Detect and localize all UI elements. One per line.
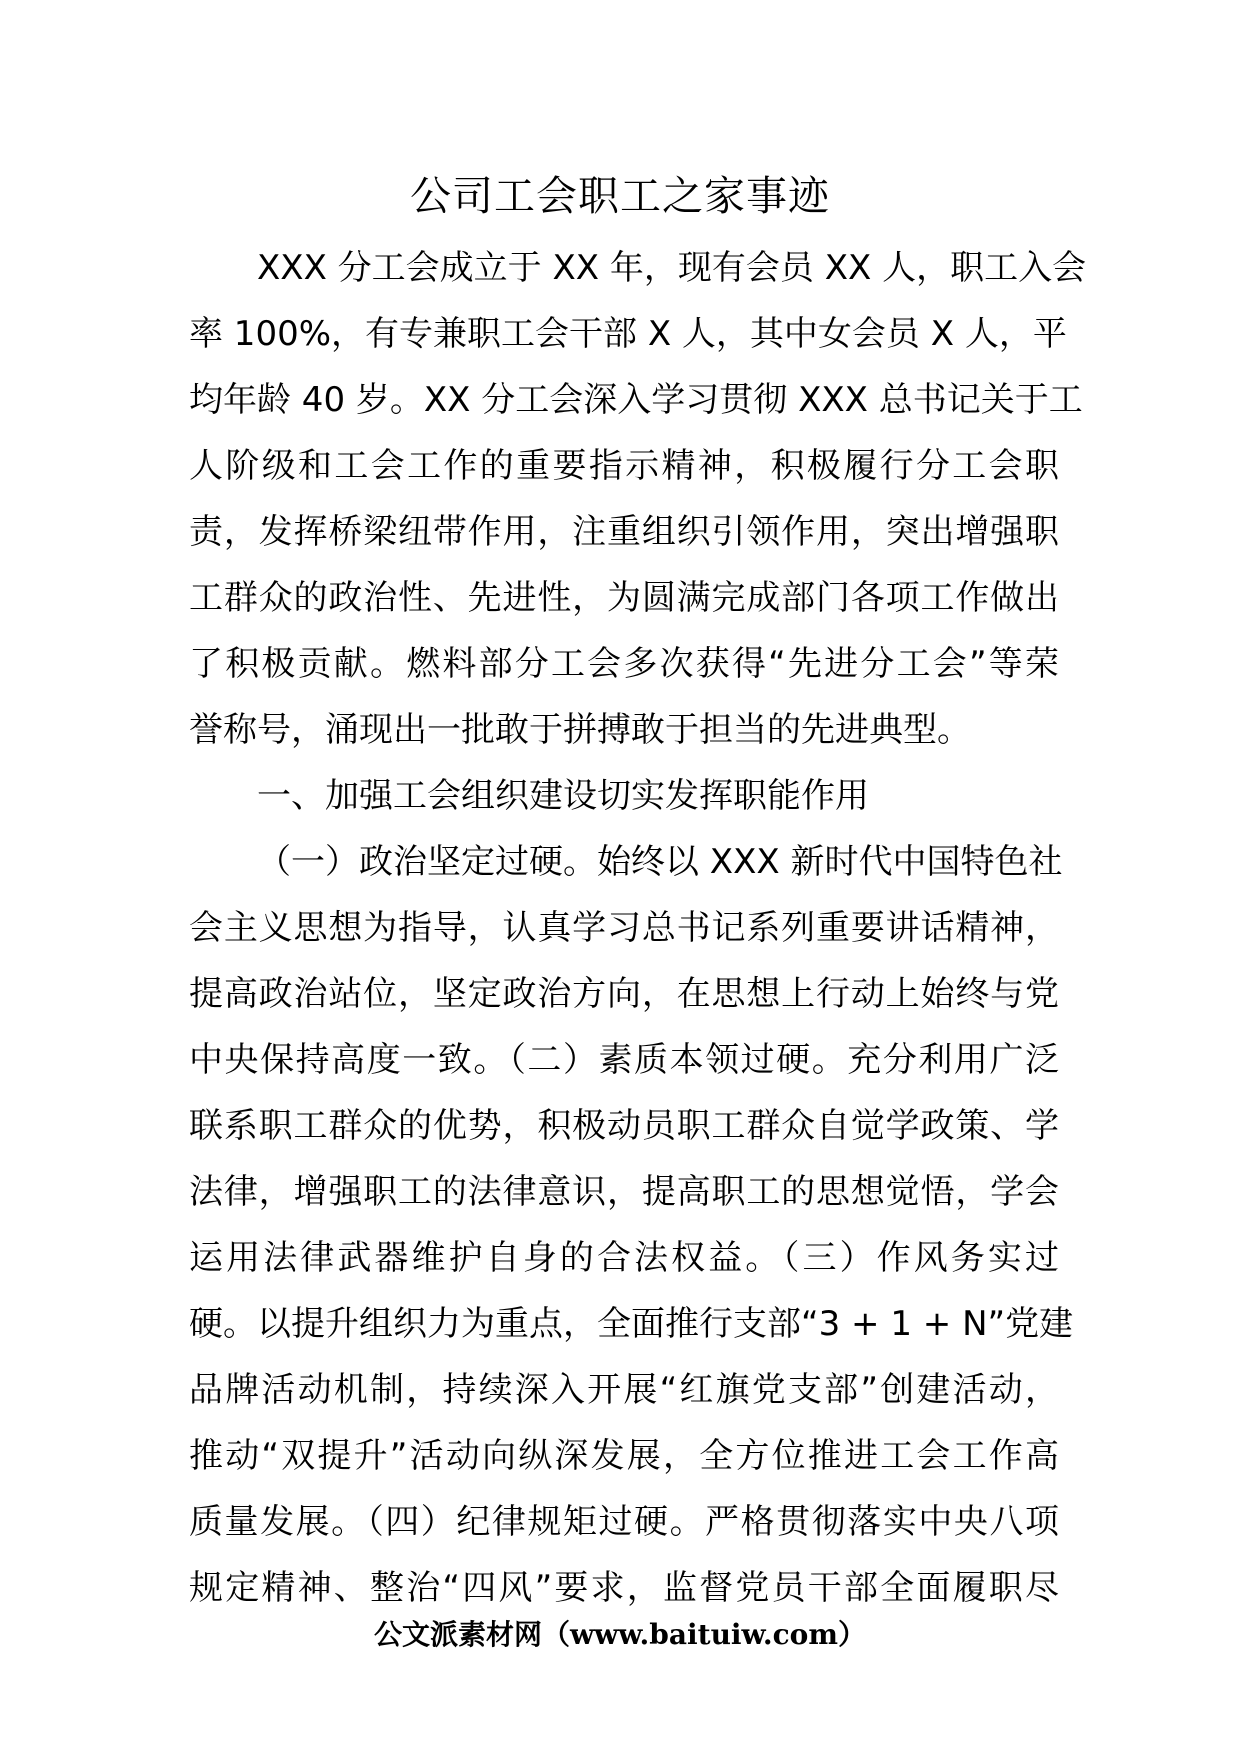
text-line: 率 100%，有专兼职工会干部 X 人，其中女会员 X 人，平 xyxy=(189,314,1067,354)
text-line: XXX 分工会成立于 XX 年，现有会员 XX 人，职工入会 xyxy=(257,248,1087,288)
text-line: 运用法律武器维护自身的合法权益。（三）作风务实过 xyxy=(189,1238,1059,1278)
text-line: 人阶级和工会工作的重要指示精神，积极履行分工会职 xyxy=(189,446,1059,486)
text-line: 责，发挥桥梁纽带作用，注重组织引领作用，突出增强职 xyxy=(189,512,1059,552)
text-line: 中央保持高度一致。（二）素质本领过硬。充分利用广泛 xyxy=(189,1040,1059,1080)
text-line: 推动“双提升”活动向纵深发展，全方位推进工会工作高 xyxy=(189,1436,1059,1476)
text-line: 工群众的政治性、先进性，为圆满完成部门各项工作做出 xyxy=(189,578,1059,618)
text-line: 规定精神、整治“四风”要求，监督党员干部全面履职尽 xyxy=(189,1568,1059,1608)
section-heading xyxy=(189,763,1059,829)
text-line: 了积极贡献。燃料部分工会多次获得“先进分工会”等荣 xyxy=(189,644,1059,684)
text-line: 品牌活动机制，持续深入开展“红旗党支部”创建活动， xyxy=(189,1370,1059,1410)
text-line: 均年龄 40 岁。XX 分工会深入学习贯彻 XXX 总书记关于工 xyxy=(189,380,1083,420)
text-line: （一）政治坚定过硬。始终以 XXX 新时代中国特色社 xyxy=(257,842,1063,882)
document-body xyxy=(189,235,1087,1621)
paragraph-section-one xyxy=(189,829,1074,1621)
heading-line: 一、加强工会组织建设切实发挥职能作用 xyxy=(257,776,869,816)
text-line: 会主义思想为指导，认真学习总书记系列重要讲话精神， xyxy=(189,908,1059,948)
text-line: 质量发展。（四）纪律规矩过硬。严格贯彻落实中央八项 xyxy=(189,1502,1059,1542)
document-title: 公司工会职工之家事迹 xyxy=(410,172,830,220)
text-line: 联系职工群众的优势，积极动员职工群众自觉学政策、学 xyxy=(189,1106,1059,1146)
paragraph-intro xyxy=(189,235,1087,763)
text-line: 誉称号，涌现出一批敢于拼搏敢于担当的先进典型。 xyxy=(189,710,971,750)
text-line: 提高政治站位，坚定政治方向，在思想上行动上始终与党 xyxy=(189,974,1059,1014)
text-line: 法律，增强职工的法律意识，提高职工的思想觉悟，学会 xyxy=(189,1172,1059,1212)
watermark-footer: 公文派素材网（www.baituiw.com） xyxy=(374,1618,866,1651)
text-line: 硬。以提升组织力为重点，全面推行支部“3 + 1 + N”党建 xyxy=(189,1304,1074,1344)
